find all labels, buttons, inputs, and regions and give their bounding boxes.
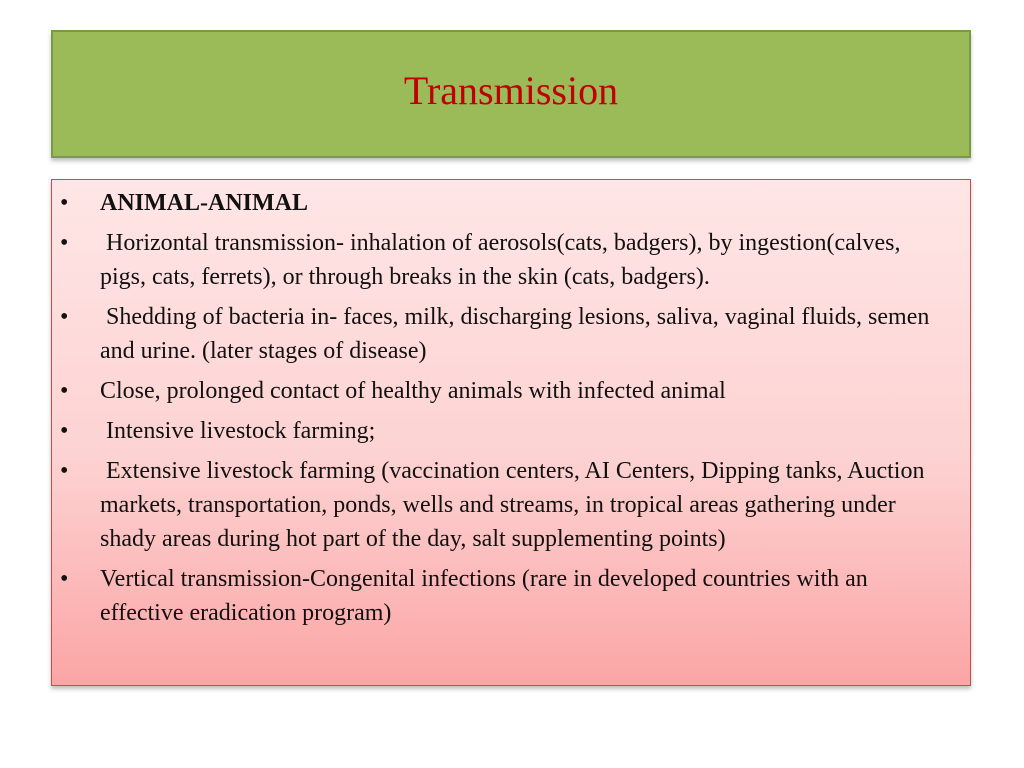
bullet-item-intensive-farming [51, 414, 951, 448]
bullet-icon: • [60, 230, 69, 256]
bullet-item-animal-animal [51, 186, 951, 220]
bullet-item-vertical-transmission [51, 562, 951, 630]
bullet-text: ANIMAL-ANIMAL [100, 190, 308, 216]
bullet-text: Intensive livestock farming; [100, 418, 376, 444]
bullet-text: Vertical transmission-Congenital infections (rare in developed countries with an effective eradication program) [100, 566, 868, 626]
bullet-icon: • [60, 418, 69, 444]
bullet-text: Horizontal transmission- inhalation of aerosols(cats, badgers), by ingestion(calves, pigs, cats, ferrets), or through breaks in the skin (cats, badgers). [100, 230, 907, 290]
bullet-icon: • [60, 378, 69, 404]
title-box [51, 30, 971, 158]
bullet-item-horizontal-transmission [51, 226, 951, 294]
bullet-item-extensive-farming [51, 454, 951, 556]
slide-title: Transmission [403, 67, 619, 113]
bullet-list [51, 186, 951, 636]
bullet-text: Shedding of bacteria in- faces, milk, discharging lesions, saliva, vaginal fluids, semen and urine. (later stages of disease) [100, 304, 936, 364]
bullet-icon: • [60, 190, 69, 216]
bullet-text: Close, prolonged contact of healthy animals with infected animal [100, 378, 726, 404]
bullet-text: Extensive livestock farming (vaccination centers, AI Centers, Dipping tanks, Auction markets, transportation, ponds, wells and streams, in tropical areas gathering under shady areas during hot part of the day, salt supplementing points) [100, 458, 931, 552]
bullet-item-close-contact [51, 374, 951, 408]
bullet-icon: • [60, 566, 69, 592]
bullet-item-shedding [51, 300, 951, 368]
bullet-icon: • [60, 458, 69, 484]
bullet-icon: • [60, 304, 69, 330]
